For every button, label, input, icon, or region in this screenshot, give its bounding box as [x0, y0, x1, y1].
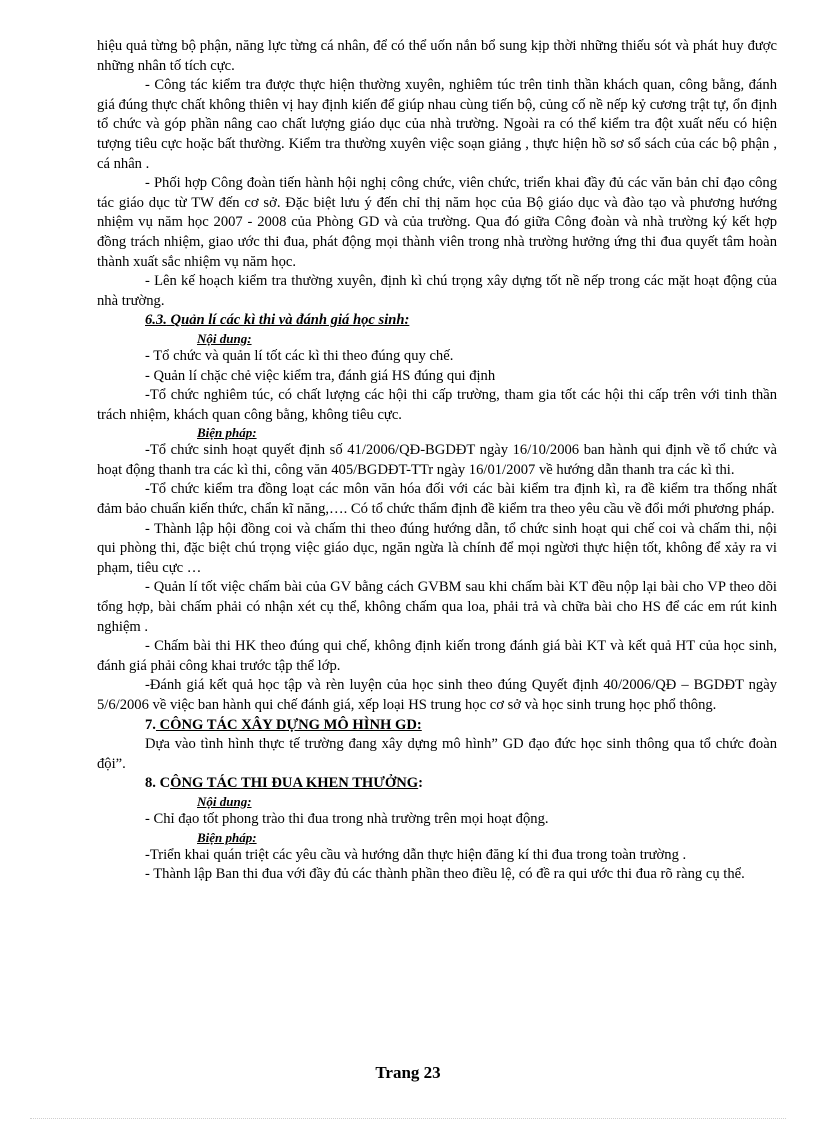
- paragraph-2: - Công tác kiểm tra được thực hiện thường xuyên, nghiêm túc trên tinh thần khách quan, công bằng, đánh giá đúng thực chất không thiên vị hay định kiến để giúp nhau cùng tiến bộ, củng cố nề nếp kỷ cương trật tự, ổn định tổ chức và góp phần nâng cao chất lượng giáo dục của nhà trường. Ngoài ra có thể kiểm tra đột xuất nếu có hiện tượng tiêu cực hoặc bất thường. Kiểm tra thường xuyên việc soạn giảng , thực hiện hồ sơ sổ sách của các bộ phận , cá nhân .: [97, 77, 777, 172]
- list-item: - Thành lập Ban thi đua với đầy đủ các thành phần theo điều lệ, có đề ra qui ước thi đua rõ ràng cụ thể.: [145, 866, 745, 883]
- noi-dung-label: [97, 794, 777, 810]
- list-item: - Quản lí chặc chẻ việc kiểm tra, đánh giá HS đúng qui định: [145, 367, 496, 384]
- list-item: - Chỉ đạo tốt phong trào thi đua trong nhà trường trên mọi hoạt động.: [145, 810, 549, 827]
- label-text: Nội dung:: [197, 330, 252, 346]
- list-item: - Quản lí tốt việc chấm bài của GV bằng cách GVBM sau khi chấm bài KT đều nộp lại bài cho VP theo dõi tổng hợp, bài chấm phải có nhận xét cụ thể, không chấm qua loa, phải trả và chữa bài cho HS để các em rút kinh nghiệm .: [97, 579, 777, 635]
- list-item: -Đánh giá kết quả học tập và rèn luyện của học sinh theo đúng Quyết định 40/2006/QĐ – BGDĐT ngày 5/6/2006 về việc ban hành qui chế đánh giá, xếp loại HS trung học cơ sở và học sinh trung học phổ thông.: [97, 677, 777, 713]
- section-6-3-heading: [97, 311, 777, 331]
- label-text: Biện pháp:: [197, 829, 257, 845]
- paragraph-4: - Lên kế hoạch kiểm tra thường xuyên, định kì chú trọng xây dựng tốt nề nếp trong các mặt hoạt động của nhà trường.: [97, 273, 777, 309]
- section-title: ÔNG TÁC THI ĐUA KHEN THƯỞNG: [170, 775, 419, 792]
- section-title: Quản lí các kì thi và đánh giá học sinh:: [166, 312, 410, 329]
- list-item: -Tổ chức sinh hoạt quyết định số 41/2006/QĐ-BGDĐT ngày 16/10/2006 ban hành qui định về tổ chức và hoạt động thanh tra các kì thi, công văn 405/BGDĐT-TTr ngày 16/01/2007 về hướng dẫn thanh tra các kì thi.: [97, 442, 777, 478]
- section-colon: :: [418, 775, 424, 792]
- paragraph-3: - Phối hợp Công đoàn tiến hành hội nghị công chức, viên chức, triển khai đầy đủ các văn bản chỉ đạo công tác giáo dục từ TW đến cơ sở. Đặc biệt lưu ý đến chỉ thị năm học của Bộ giáo dục và đào tạo và phương hướng nhiệm vụ năm học 2007 - 2008 của Phòng GD và của trường. Qua đó giữa Công đoàn và nhà trường ký kết hợp đồng trách nhiệm, giao ước thi đua, phát động mọi thành viên trong nhà trường hưởng ứng thi đua quyết tâm hoàn thành xuất sắc nhiệm vụ năm học.: [97, 175, 777, 270]
- list-item: -Tổ chức nghiêm túc, có chất lượng các hội thi cấp trường, tham gia tốt các hội thi cấp trên với tinh thần trách nhiệm, khách quan công bằng, không tiêu cực.: [97, 387, 777, 423]
- list-item: -Tổ chức kiểm tra đồng loạt các môn văn hóa đối với các bài kiểm tra định kì, ra đề kiểm tra thống nhất đảm bảo chuẩn kiến thức, chẩn kĩ năng,…. Có tổ chức thẩm định đề kiểm tra theo yêu cầu về đổi mới phương pháp.: [97, 481, 777, 518]
- section-number: 8. C: [145, 775, 171, 792]
- section-number: 7.: [145, 716, 156, 733]
- list-item: - Thành lập hội đồng coi và chấm thi theo đúng hướng dẫn, tổ chức sinh hoạt qui chế coi và chấm thi, nội qui phòng thi, đặc biệt chú trọng việc giáo dục, ngăn ngừa là chính để mọi ngừơi thực hiện tốt, không để xảy ra vi phạm, tiêu cực …: [97, 520, 777, 576]
- paragraph-1: hiệu quả từng bộ phận, năng lực từng cá nhân, để có thể uốn nắn bổ sung kịp thời những thiếu sót và phát huy được những nhân tố tích cực.: [97, 38, 777, 74]
- bien-phap-label: [97, 830, 777, 846]
- section-title: CÔNG TÁC XÂY DỰNG MÔ HÌNH GD:: [155, 716, 422, 733]
- list-item: - Chấm bài thi HK theo đúng qui chế, không định kiến trong đánh giá bài KT và kết quả HT của học sinh, đánh giá phải công khai trước tập thể lớp.: [97, 638, 777, 674]
- section-8-heading: [97, 774, 777, 794]
- page-number: Trang 23: [375, 1063, 441, 1082]
- list-item: -Triển khai quán triệt các yêu cầu và hướng dẫn thực hiện đăng kí thi đua trong toàn trường .: [145, 846, 687, 863]
- document-body: [97, 37, 777, 885]
- section-number: 6.3.: [145, 312, 167, 329]
- page-divider: [30, 1118, 786, 1119]
- noi-dung-label: [97, 331, 777, 347]
- bien-phap-label: [97, 425, 777, 441]
- section-7-text: Dựa vào tình hình thực tế trường đang xây dựng mô hình” GD đạo đức học sinh thông qua tổ chức đoàn đội”.: [97, 736, 777, 772]
- label-text: Biện pháp:: [197, 425, 257, 441]
- section-7-heading: [97, 716, 777, 736]
- label-text: Nội dung:: [197, 793, 252, 809]
- list-item: - Tổ chức và quản lí tốt các kì thi theo đúng quy chế.: [145, 347, 454, 364]
